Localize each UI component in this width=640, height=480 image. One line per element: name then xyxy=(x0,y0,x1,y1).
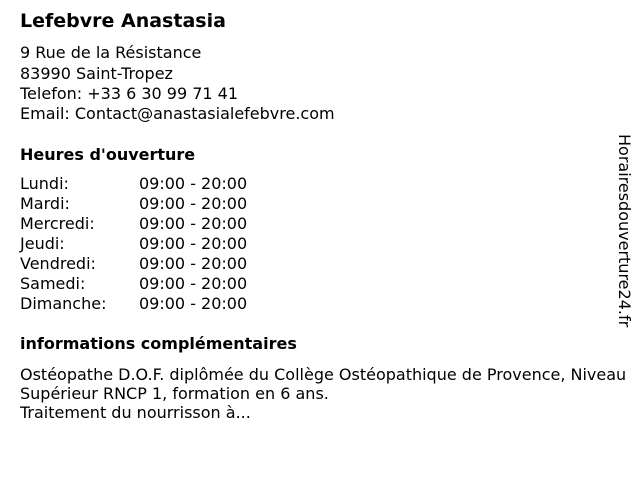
time-range: 09:00 - 20:00 xyxy=(139,234,248,253)
time-range: 09:00 - 20:00 xyxy=(139,174,248,193)
info-paragraph-continued: Traitement du nourrisson à... xyxy=(20,403,251,422)
day-label: Mardi: xyxy=(20,194,70,213)
day-label: Lundi: xyxy=(20,174,69,193)
time-range: 09:00 - 20:00 xyxy=(139,254,248,273)
time-range: 09:00 - 20:00 xyxy=(139,274,248,293)
opening-hours-heading: Heures d'ouverture xyxy=(20,145,196,164)
day-label: Mercredi: xyxy=(20,214,95,233)
day-label: Vendredi: xyxy=(20,254,96,273)
watermark-text: Horairesdouverture24.fr xyxy=(615,134,634,328)
phone-number[interactable]: Telefon: +33 6 30 99 71 41 xyxy=(20,84,239,103)
time-range: 09:00 - 20:00 xyxy=(139,214,248,233)
day-label: Samedi: xyxy=(20,274,86,293)
info-paragraph: Ostéopathe D.O.F. diplômée du Collège Ostéopathique de Provence, Niveau Supérieur RNCP 1, formation en 6 ans. xyxy=(20,365,627,403)
additional-info-text xyxy=(20,365,632,422)
address-city: 83990 Saint-Tropez xyxy=(20,64,173,83)
time-range: 09:00 - 20:00 xyxy=(139,194,248,213)
time-range: 09:00 - 20:00 xyxy=(139,294,248,313)
day-label: Dimanche: xyxy=(20,294,107,313)
email-address[interactable]: Email: Contact@anastasialefebvre.com xyxy=(20,104,335,123)
additional-info-heading: informations complémentaires xyxy=(20,334,297,353)
day-label: Jeudi: xyxy=(20,234,65,253)
business-name: Lefebvre Anastasia xyxy=(20,10,226,32)
address-street: 9 Rue de la Résistance xyxy=(20,43,202,62)
site-watermark xyxy=(614,134,634,348)
